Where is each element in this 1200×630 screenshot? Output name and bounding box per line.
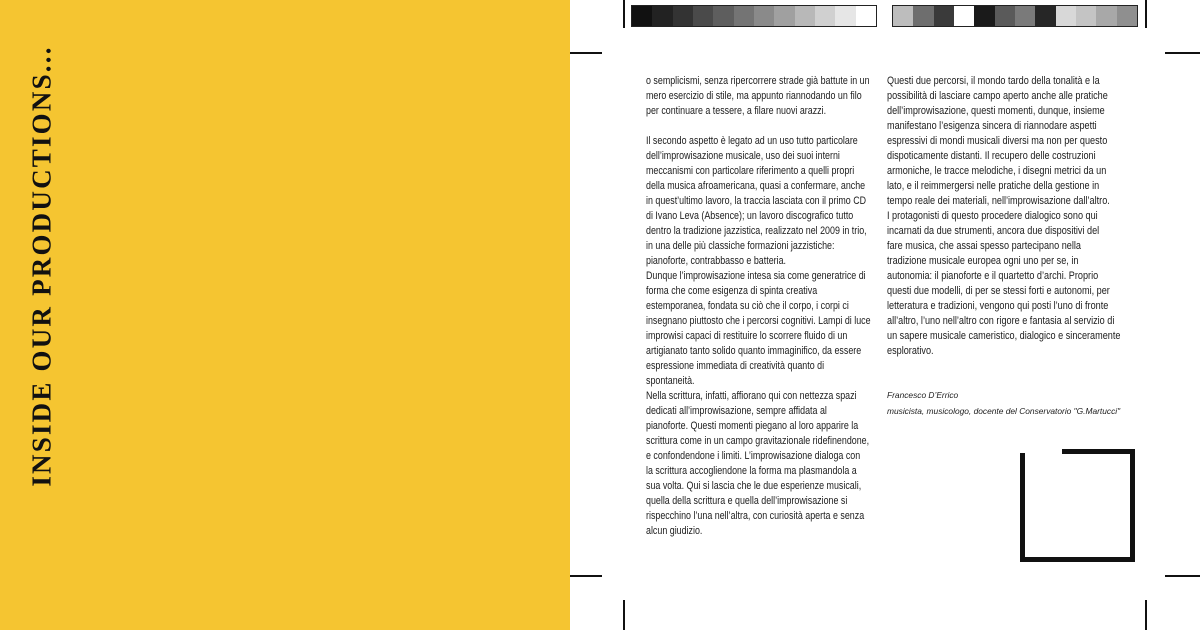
calibration-swatch bbox=[1096, 6, 1116, 26]
grayscale-calibration-strip-right bbox=[893, 6, 1137, 26]
text-line: in una delle più classiche formazioni jazzistiche: bbox=[646, 240, 835, 252]
text-line: armoniche, le tracce melodiche, i disegni metrici da un bbox=[887, 165, 1107, 177]
crop-mark-right-upper-horizontal bbox=[1165, 52, 1200, 54]
calibration-swatch bbox=[835, 6, 855, 26]
text-line: dentro la tradizione jazzistica, realizzato nel 2009 in trio, bbox=[646, 225, 867, 237]
text-line: letteratura e tradizioni, vengono qui posti l’uno di fronte bbox=[887, 300, 1109, 312]
text-line: sua volta. Qui si lascia che le due esperienze musicali, bbox=[646, 480, 862, 492]
crop-mark-right-lower-horizontal bbox=[1165, 575, 1200, 577]
crop-mark-left-lower-horizontal bbox=[570, 575, 602, 577]
text-line: insegnano piuttosto che i percorsi cognitivi. Lampi di luce bbox=[646, 315, 871, 327]
text-line: la scrittura accogliendone la forma ma plasmandola a bbox=[646, 465, 857, 477]
text-line: espressione immediata di creatività quanto di bbox=[646, 360, 825, 372]
calibration-swatch bbox=[713, 6, 733, 26]
calibration-swatch bbox=[632, 6, 652, 26]
calibration-swatch bbox=[652, 6, 672, 26]
signature-name: Francesco D’Errico bbox=[887, 390, 959, 400]
text-line: pianoforte. Questi momenti piegano al loro apparire la bbox=[646, 420, 859, 432]
calibration-swatch bbox=[734, 6, 754, 26]
crop-mark-bottom-right-vertical bbox=[1145, 600, 1147, 630]
calibration-swatch bbox=[754, 6, 774, 26]
calibration-swatch bbox=[1015, 6, 1035, 26]
text-line: Questi due percorsi, il mondo tardo della tonalità e la bbox=[887, 75, 1100, 87]
text-line: un sapere musicale cameristico, dialogico e sinceramente bbox=[887, 330, 1121, 342]
calibration-swatch bbox=[1117, 6, 1137, 26]
text-line: Nella scrittura, infatti, affiorano qui con nettezza spazi bbox=[646, 390, 857, 402]
text-line: tradizione musicale europea ogni uno per se, in bbox=[887, 255, 1079, 267]
text-column-right bbox=[887, 74, 1120, 359]
text-line: quella della scrittura e quella dell’improwisazione si bbox=[646, 495, 848, 507]
text-line: mero esercizio di stile, ma appunto riannodando un filo bbox=[646, 90, 862, 102]
crop-mark-left-upper-horizontal bbox=[570, 52, 602, 54]
grayscale-calibration-strip-left bbox=[632, 6, 876, 26]
calibration-swatch bbox=[815, 6, 835, 26]
crop-mark-bottom-left-vertical bbox=[623, 600, 625, 630]
text-line: alcun giudizio. bbox=[646, 525, 703, 537]
text-line: improwisi capaci di restituire lo scorrere fluido di un bbox=[646, 330, 848, 342]
calibration-swatch bbox=[673, 6, 693, 26]
signature-role: musicista, musicologo, docente del Conservatorio "G.Martucci" bbox=[887, 406, 1121, 416]
calibration-swatch bbox=[1035, 6, 1055, 26]
calibration-swatch bbox=[856, 6, 876, 26]
calibration-swatch bbox=[995, 6, 1015, 26]
text-line: Dunque l’improwisazione intesa sia come generatrice di bbox=[646, 270, 866, 282]
text-line: estemporanea, fondata su ciò che il corpo, i corpi ci bbox=[646, 300, 849, 312]
banner-title: INSIDE OUR PRODUCTIONS... bbox=[26, 45, 57, 487]
calibration-swatch bbox=[934, 6, 954, 26]
text-line: artigianato tanto solido quanto immaginifico, da essere bbox=[646, 345, 862, 357]
text-line: lato, e il reimmergersi nelle pratiche della gestione in bbox=[887, 180, 1100, 192]
calibration-swatch bbox=[954, 6, 974, 26]
crop-mark-top-left-vertical bbox=[623, 0, 625, 28]
text-line: rispecchino l’una nell’altra, con curiosità aperta e senza bbox=[646, 510, 865, 522]
text-line: autonomia: il pianoforte e il quartetto d’archi. Proprio bbox=[887, 270, 1099, 282]
text-line: tempo reale dei materiali, nell’improwisazione dall’altro. bbox=[887, 195, 1110, 207]
crop-mark-top-right-vertical bbox=[1145, 0, 1147, 28]
text-line: I protagonisti di questo procedere dialogico sono qui bbox=[887, 210, 1098, 222]
calibration-swatch bbox=[974, 6, 994, 26]
text-line: incarnati da due strumenti, ancora due dispositivi del bbox=[887, 225, 1100, 237]
text-line: in quest’ultimo lavoro, la traccia lasciata con il primo CD bbox=[646, 195, 867, 207]
calibration-swatch bbox=[893, 6, 913, 26]
paragraph-gap bbox=[646, 119, 871, 134]
text-line: espressivi di mondi musicali diversi ma non per questo bbox=[887, 135, 1108, 147]
calibration-swatch bbox=[913, 6, 933, 26]
text-line: dedicati all’improwisazione, sempre affidata al bbox=[646, 405, 827, 417]
text-line: dell’improwisazione, questi momenti, dunque, insieme bbox=[887, 105, 1105, 117]
text-line: questi due modelli, di per se stessi forti e autonomi, per bbox=[887, 285, 1110, 297]
text-line: pianoforte, contrabbasso e batteria. bbox=[646, 255, 787, 267]
text-line: scrittura come in un campo gravitazionale ridefinendone, bbox=[646, 435, 870, 447]
text-line: e confondendone i limiti. L’improwisazione dialoga con bbox=[646, 450, 861, 462]
calibration-swatch bbox=[693, 6, 713, 26]
calibration-swatch bbox=[774, 6, 794, 26]
text-line: spontaneità. bbox=[646, 375, 695, 387]
text-line: per continuare a tessere, a filare nuovi arazzi. bbox=[646, 105, 827, 117]
yellow-banner bbox=[0, 0, 570, 630]
calibration-swatch bbox=[1076, 6, 1096, 26]
text-line: di Ivano Leva (Absence); un lavoro discografico tutto bbox=[646, 210, 854, 222]
text-line: fare musica, che assai spesso partecipano nella bbox=[887, 240, 1081, 252]
text-line: esplorativo. bbox=[887, 345, 934, 357]
text-line: forma che come esigenza di spinta creativa bbox=[646, 285, 818, 297]
text-line: Il secondo aspetto è legato ad un uso tutto particolare bbox=[646, 135, 858, 147]
text-line: o semplicismi, senza ripercorrere strade già battute in un bbox=[646, 75, 870, 87]
text-line: all’altro, l’uno nell’altro con rigore e fantasia al servizio di bbox=[887, 315, 1115, 327]
text-line: dell’improwisazione musicale, uso dei suoi interni bbox=[646, 150, 840, 162]
calibration-swatch bbox=[795, 6, 815, 26]
text-column-left bbox=[646, 74, 871, 539]
calibration-swatch bbox=[1056, 6, 1076, 26]
text-line: dispoticamente distanti. Il recupero delle costruzioni bbox=[887, 150, 1096, 162]
text-line: manifestano l’esigenza sincera di riannodare aspetti bbox=[887, 120, 1097, 132]
text-line: della musica afroamericana, quasi a confermare, anche bbox=[646, 180, 866, 192]
square-bracket-logo-icon bbox=[1020, 449, 1135, 562]
text-line: meccanismi con particolare riferimento a quelli propri bbox=[646, 165, 855, 177]
text-line: possibilità di lasciare campo aperto anche alle pratiche bbox=[887, 90, 1108, 102]
